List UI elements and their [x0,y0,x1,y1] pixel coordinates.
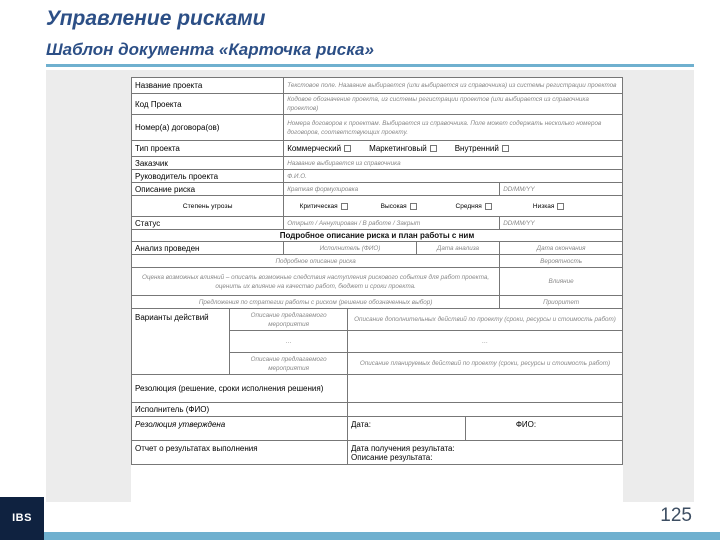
option-low[interactable]: Низкая [512,202,585,211]
footer-bar [44,532,720,540]
hint-manager[interactable]: Ф.И.О. [284,170,623,183]
analysis-executor[interactable]: Исполнитель (ФИО) [284,242,417,255]
project-type-options [284,141,623,157]
hint-risk-description[interactable]: Краткая формулировка [284,183,500,196]
label-contract: Номер(а) договора(ов) [132,115,284,141]
row-approved [132,417,623,441]
label-risk-description: Описание риска [132,183,284,196]
label-manager: Руководитель проекта [132,170,284,183]
row-project-type [132,141,623,157]
row-assessment [132,268,623,296]
row-actions-1 [132,309,623,331]
action-detail-2[interactable]: … [348,331,623,353]
label-project-code: Код Проекта [132,94,284,115]
row-threat-degree [132,196,623,217]
action-detail-1[interactable]: Описание дополнительных действий по проекту (сроки, ресурсы и стоимость работ) [348,309,623,331]
option-critical[interactable]: Критическая [287,202,360,211]
checkbox-icon[interactable] [341,203,348,210]
checkbox-icon[interactable] [344,145,351,152]
status-date[interactable]: DD/MM/YY [500,217,623,230]
option-internal[interactable]: Внутренний [455,144,509,153]
row-proposals [132,296,623,309]
hint-proposals[interactable]: Предложения по стратегии работы с риском (решение обозначенных выбор) [132,296,500,309]
row-contract [132,115,623,141]
label-report: Отчет о результатах выполнения [132,441,348,465]
report-date: Дата получения результата: [351,444,455,453]
label-project-type: Тип проекта [132,141,284,157]
checkbox-icon[interactable] [430,145,437,152]
row-resolution [132,375,623,403]
action-measure-3[interactable]: Описание предлагаемого мероприятия [230,353,348,375]
impact-field[interactable]: Влияние [500,268,623,296]
row-project-code [132,94,623,115]
label-project-name: Название проекта [132,78,284,94]
action-detail-3[interactable]: Описание планируемых действий по проекту (сроки, ресурсы и стоимость работ) [348,353,623,375]
checkbox-icon[interactable] [410,203,417,210]
checkbox-icon[interactable] [485,203,492,210]
row-project-name [132,78,623,94]
row-customer [132,157,623,170]
hint-detailed-description[interactable]: Подробное описание риска [132,255,500,268]
option-marketing[interactable]: Маркетинговый [369,144,437,153]
slide-subtitle: Шаблон документа «Карточка риска» [46,40,374,59]
page-number: 125 [660,505,692,526]
label-resolution: Резолюция (решение, сроки исполнения решения) [132,375,348,403]
row-status [132,217,623,230]
action-measure-1[interactable]: Описание предлагаемого мероприятия [230,309,348,331]
label-status: Статус [132,217,284,230]
hint-project-name[interactable]: Текстовое поле. Название выбирается (или выбирается из справочника) из системы регистрации проектов [284,78,623,94]
threat-degree-options [284,196,623,217]
hint-customer[interactable]: Название выбирается из справочника [284,157,623,170]
row-detailed-description [132,255,623,268]
header-divider [46,64,694,67]
checkbox-icon[interactable] [557,203,564,210]
risk-description-date[interactable]: DD/MM/YY [500,183,623,196]
report-description: Описание результата: [351,453,433,462]
resolution-field[interactable] [348,375,623,403]
slide-header [46,6,374,62]
executor-field[interactable] [348,403,623,417]
option-high[interactable]: Высокая [362,202,435,211]
hint-assessment[interactable]: Оценка возможных влияний – описать возможные следствия наступления рискового события для работ проекта, оценить их влияние на качество работ, бюджет и сроки проекта. [132,268,500,296]
slide-title: Управление рисками [46,7,266,30]
row-risk-description [132,183,623,196]
row-manager [132,170,623,183]
row-report [132,441,623,465]
row-detailed-header [132,230,623,242]
risk-card-table [131,77,623,465]
priority-field[interactable]: Приоритет [500,296,623,309]
analysis-done-date[interactable]: Дата окончания [500,242,623,255]
label-actions: Варианты действий [132,309,230,375]
hint-project-code[interactable]: Кодовое обозначение проекта, из системы регистрации проектов (или выбирается из справочника проектов) [284,94,623,115]
approved-date[interactable]: Дата: [348,417,466,441]
option-commercial[interactable]: Коммерческий [287,144,351,153]
label-threat-degree: Степень угрозы [132,196,284,217]
row-analysis [132,242,623,255]
checkbox-icon[interactable] [502,145,509,152]
approved-fio[interactable]: ФИО: [465,417,622,441]
analysis-date[interactable]: Дата анализа [416,242,499,255]
detailed-section-header: Подробное описание риска и план работы с ним [132,230,623,242]
hint-status[interactable]: Открыт / Аннулирован / В работе / Закрыт [284,217,500,230]
row-executor [132,403,623,417]
label-approved: Резолюция утверждена [132,417,348,441]
label-analysis: Анализ проведен [132,242,284,255]
likelihood-field[interactable]: Вероятность [500,255,623,268]
hint-contract[interactable]: Номера договоров к проектам. Выбирается из справочника. Поле может содержать несколько номеров договоров, соответствующих проекту. [284,115,623,141]
report-field[interactable] [348,441,623,465]
label-customer: Заказчик [132,157,284,170]
option-medium[interactable]: Средняя [437,202,510,211]
risk-card-document [131,77,623,502]
label-executor: Исполнитель (ФИО) [132,403,348,417]
ibs-logo: IBS [0,497,44,540]
action-measure-2[interactable]: … [230,331,348,353]
